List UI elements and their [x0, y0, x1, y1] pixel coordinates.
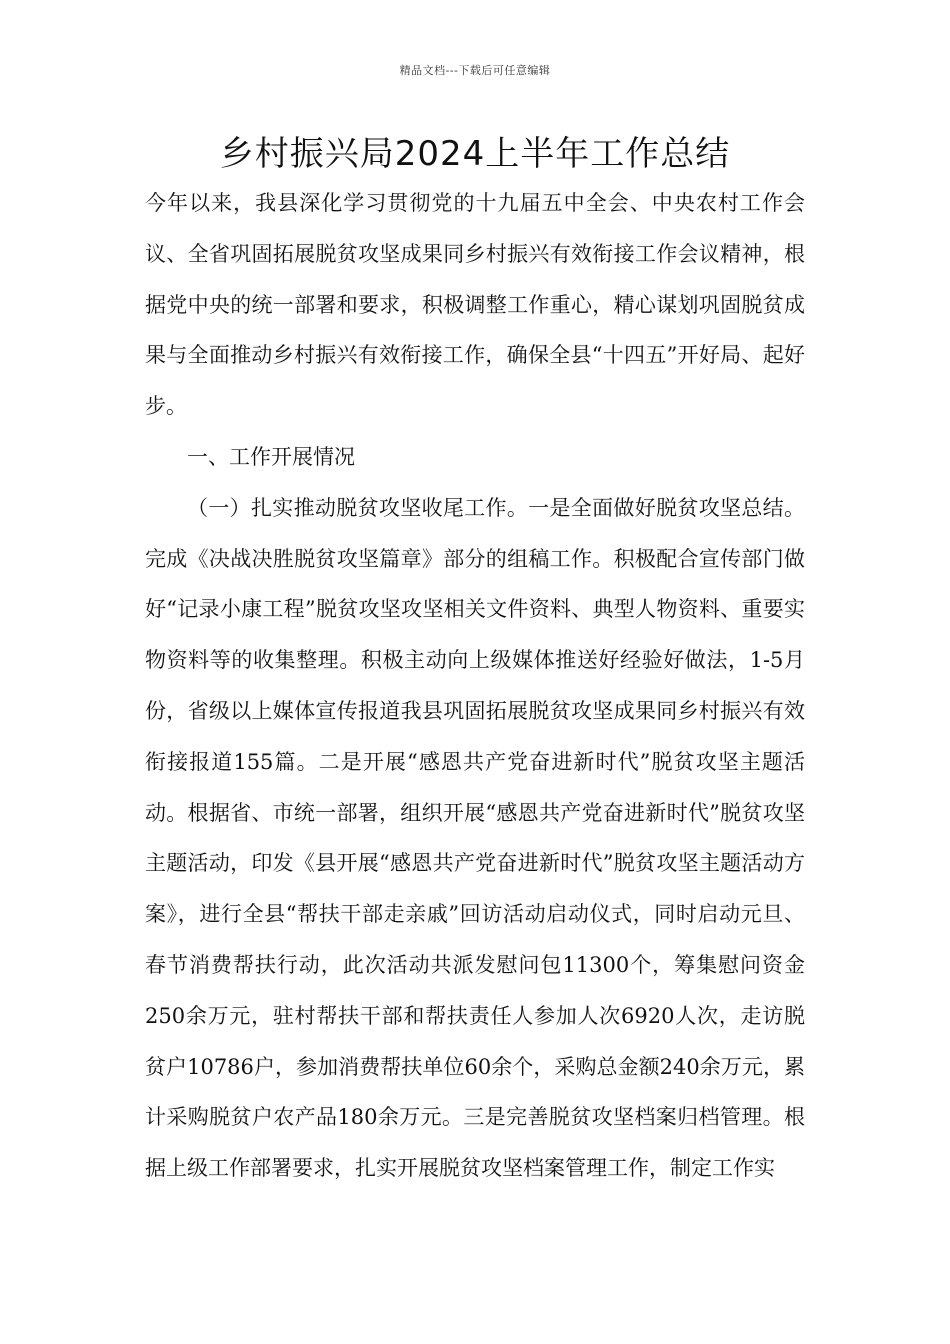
section-heading: 一、工作开展情况	[187, 444, 355, 469]
paragraph-intro: 今年以来，我县深化学习贯彻党的十九届五中全会、中央农村工作会议、全省巩固拓展脱贫攻坚成果同乡村振兴有效衔接工作会议精神，根据党中央的统一部署和要求，积极调整工作重心，精心谋划巩固脱贫成果与全面推动乡村振兴有效衔接工作，确保全县“十四五”开好局、起好步。	[145, 191, 805, 419]
header-note: 精品文档---下载后可任意编辑	[399, 64, 551, 77]
document-body	[145, 178, 805, 1194]
paragraph-section-1: （一）扎实推动脱贫攻坚收尾工作。一是全面做好脱贫攻坚总结。完成《决战决胜脱贫攻坚篇章》部分的组稿工作。积极配合宣传部门做好“记录小康工程”脱贫攻坚攻坚相关文件资料、典型人物资料、重要实物资料等的收集整理。积极主动向上级媒体推送好经验好做法，1-5月份，省级以上媒体宣传报道我县巩固拓展脱贫攻坚成果同乡村振兴有效衔接报道155篇。二是开展“感恩共产党奋进新时代”脱贫攻坚主题活动。根据省、市统一部署，组织开展“感恩共产党奋进新时代”脱贫攻坚主题活动，印发《县开展“感恩共产党奋进新时代”脱贫攻坚主题活动方案》，进行全县“帮扶干部走亲戚”回访活动启动仪式，同时启动元旦、春节消费帮扶行动，此次活动共派发慰问包11300个，筹集慰问资金250余万元，驻村帮扶干部和帮扶责任人参加人次6920人次，走访脱贫户10786户，参加消费帮扶单位60余个，采购总金额240余万元，累计采购脱贫户农产品180余万元。三是完善脱贫攻坚档案归档管理。根据上级工作部署要求，扎实开展脱贫攻坚档案管理工作，制定工作实	[145, 495, 805, 1181]
document-title: 乡村振兴局2024上半年工作总结	[219, 134, 731, 174]
